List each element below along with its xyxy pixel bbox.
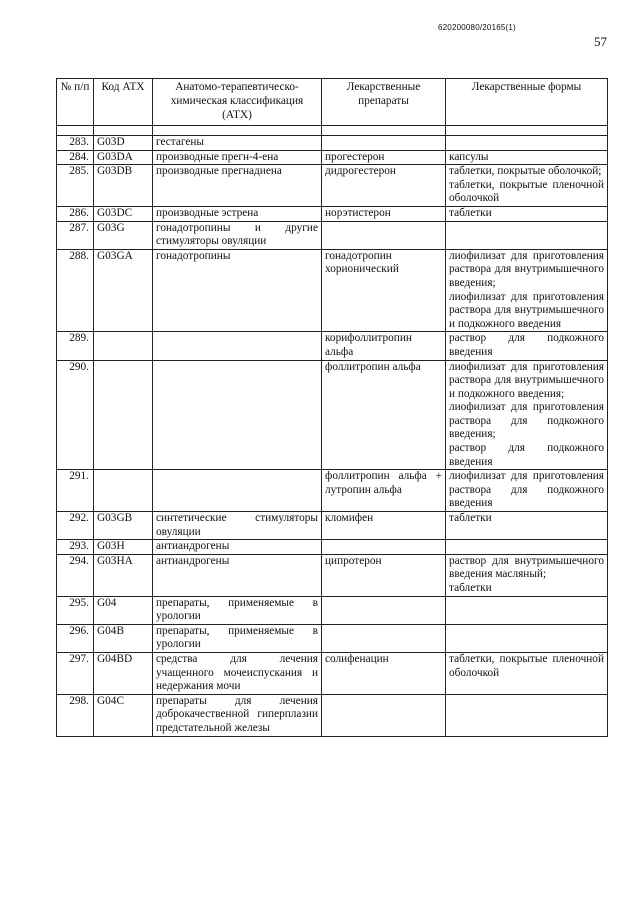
dosage-forms	[446, 540, 608, 555]
atc-classification	[153, 332, 322, 360]
atc-classification: средства для лечения учащенного мочеиспускания и недержания мочи	[153, 652, 322, 694]
dosage-form-item: таблетки	[449, 512, 492, 525]
atc-code: G03G	[94, 221, 153, 249]
dosage-forms	[446, 624, 608, 652]
row-number: 287.	[57, 221, 94, 249]
dosage-forms	[446, 694, 608, 736]
dosage-forms	[446, 165, 608, 207]
atc-classification: препараты, применяемые в урологии	[153, 596, 322, 624]
atc-classification: производные прегн-4-ена	[153, 150, 322, 165]
atc-classification: антиандрогены	[153, 554, 322, 596]
dosage-form-item: таблетки	[449, 206, 492, 219]
dosage-form-item: капсулы	[449, 150, 489, 163]
dosage-forms	[446, 150, 608, 165]
dosage-form-item: таблетки, покрытые пленочной оболочкой	[449, 652, 604, 679]
row-number: 298.	[57, 694, 94, 736]
table-row	[57, 624, 608, 652]
atc-classification: производные эстрена	[153, 206, 322, 221]
table-row	[57, 221, 608, 249]
spacer-cell	[322, 126, 446, 136]
drug-name: ципротерон	[322, 554, 446, 596]
drug-name: норэтистерон	[322, 206, 446, 221]
atc-code	[94, 360, 153, 470]
row-number: 285.	[57, 165, 94, 207]
row-number: 283.	[57, 136, 94, 151]
dosage-forms	[446, 249, 608, 332]
drug-name: корифоллитропин альфа	[322, 332, 446, 360]
table-row	[57, 596, 608, 624]
drug-name: прогестерон	[322, 150, 446, 165]
row-number: 294.	[57, 554, 94, 596]
drug-name	[322, 540, 446, 555]
table-header-row	[57, 79, 608, 126]
column-header-drugs: Лекарственные препараты	[322, 79, 446, 126]
atc-classification: препараты для лечения доброкачественной гиперплазии предстательной железы	[153, 694, 322, 736]
atc-code: G03H	[94, 540, 153, 555]
row-number: 295.	[57, 596, 94, 624]
table-row	[57, 165, 608, 207]
atc-classification: гонадотропины	[153, 249, 322, 332]
dosage-form-item: лиофилизат для приготовления раствора для внутримышечного и подкожного введения;	[449, 360, 604, 400]
dosage-forms	[446, 206, 608, 221]
drug-name: фоллитропин альфа + лутропин альфа	[322, 470, 446, 512]
drug-name	[322, 136, 446, 151]
atc-code: G03HA	[94, 554, 153, 596]
dosage-form-item: раствор для внутримышечного введения масляный;	[449, 554, 604, 581]
drug-name	[322, 221, 446, 249]
dosage-form-item: таблетки, покрытые оболочкой;	[449, 165, 602, 178]
table-body	[57, 136, 608, 737]
dosage-form-item: раствор для подкожного введения	[449, 442, 604, 468]
atc-code: G04B	[94, 624, 153, 652]
row-number: 296.	[57, 624, 94, 652]
table-row	[57, 694, 608, 736]
atc-code: G04	[94, 596, 153, 624]
table-row	[57, 554, 608, 596]
column-header-atc-code: Код АТХ	[94, 79, 153, 126]
dosage-forms	[446, 596, 608, 624]
dosage-form-item: таблетки	[449, 582, 492, 594]
drug-name: кломифен	[322, 512, 446, 540]
drug-name	[322, 624, 446, 652]
row-number: 288.	[57, 249, 94, 332]
atc-code: G03DA	[94, 150, 153, 165]
drug-name: дидрогестерон	[322, 165, 446, 207]
column-header-forms: Лекарственные формы	[446, 79, 608, 126]
spacer-cell	[153, 126, 322, 136]
atc-code: G03D	[94, 136, 153, 151]
drug-name	[322, 694, 446, 736]
atc-code: G03DC	[94, 206, 153, 221]
atc-classification	[153, 360, 322, 470]
table-row	[57, 332, 608, 360]
atc-code	[94, 470, 153, 512]
atc-code	[94, 332, 153, 360]
atc-classification: производные прегнадиена	[153, 165, 322, 207]
dosage-forms	[446, 136, 608, 151]
dosage-form-item: таблетки, покрытые пленочной оболочкой	[449, 178, 604, 205]
atc-code: G04BD	[94, 652, 153, 694]
row-number: 290.	[57, 360, 94, 470]
dosage-forms	[446, 554, 608, 596]
atc-code: G03GA	[94, 249, 153, 332]
table-row	[57, 512, 608, 540]
spacer-cell	[94, 126, 153, 136]
drug-name	[322, 596, 446, 624]
row-number: 286.	[57, 206, 94, 221]
document-id: 620200080/20165(1)	[438, 23, 516, 32]
drug-name: гонадотропин хорионический	[322, 249, 446, 332]
row-number: 284.	[57, 150, 94, 165]
table-row	[57, 360, 608, 470]
atc-classification: препараты, применяемые в урологии	[153, 624, 322, 652]
table-row	[57, 206, 608, 221]
row-number: 297.	[57, 652, 94, 694]
column-header-classification: Анатомо-терапевтическо-химическая классификация (АТХ)	[153, 79, 322, 126]
table-row	[57, 470, 608, 512]
drug-name: фоллитропин альфа	[322, 360, 446, 470]
atc-classification: синтетические стимуляторы овуляции	[153, 512, 322, 540]
dosage-form-item: лиофилизат для приготовления раствора для подкожного введения;	[449, 401, 604, 441]
table-row	[57, 150, 608, 165]
table-spacer-row	[57, 126, 608, 136]
dosage-form-item: лиофилизат для приготовления раствора для внутримышечного и подкожного введения	[449, 290, 604, 330]
drug-name: солифенацин	[322, 652, 446, 694]
page-number: 57	[594, 34, 607, 49]
dosage-form-item: лиофилизат для приготовления раствора для подкожного введения	[449, 470, 604, 510]
table-row	[57, 249, 608, 332]
dosage-form-item: лиофилизат для приготовления раствора для внутримышечного введения;	[449, 249, 604, 289]
spacer-cell	[446, 126, 608, 136]
atc-classification	[153, 470, 322, 512]
row-number: 291.	[57, 470, 94, 512]
atc-code: G04C	[94, 694, 153, 736]
dosage-forms	[446, 512, 608, 540]
atc-code: G03GB	[94, 512, 153, 540]
drug-classification-table	[56, 78, 608, 737]
row-number: 289.	[57, 332, 94, 360]
table-row	[57, 540, 608, 555]
row-number: 293.	[57, 540, 94, 555]
atc-classification: гестагены	[153, 136, 322, 151]
atc-classification: антиандрогены	[153, 540, 322, 555]
table-row	[57, 136, 608, 151]
dosage-forms	[446, 470, 608, 512]
atc-code: G03DB	[94, 165, 153, 207]
dosage-forms	[446, 221, 608, 249]
column-header-number: № п/п	[57, 79, 94, 126]
dosage-forms	[446, 332, 608, 360]
dosage-forms	[446, 652, 608, 694]
atc-classification: гонадотропины и другие стимуляторы овуляции	[153, 221, 322, 249]
table-row	[57, 652, 608, 694]
row-number: 292.	[57, 512, 94, 540]
dosage-forms	[446, 360, 608, 470]
dosage-form-item: раствор для подкожного введения	[449, 332, 604, 358]
spacer-cell	[57, 126, 94, 136]
